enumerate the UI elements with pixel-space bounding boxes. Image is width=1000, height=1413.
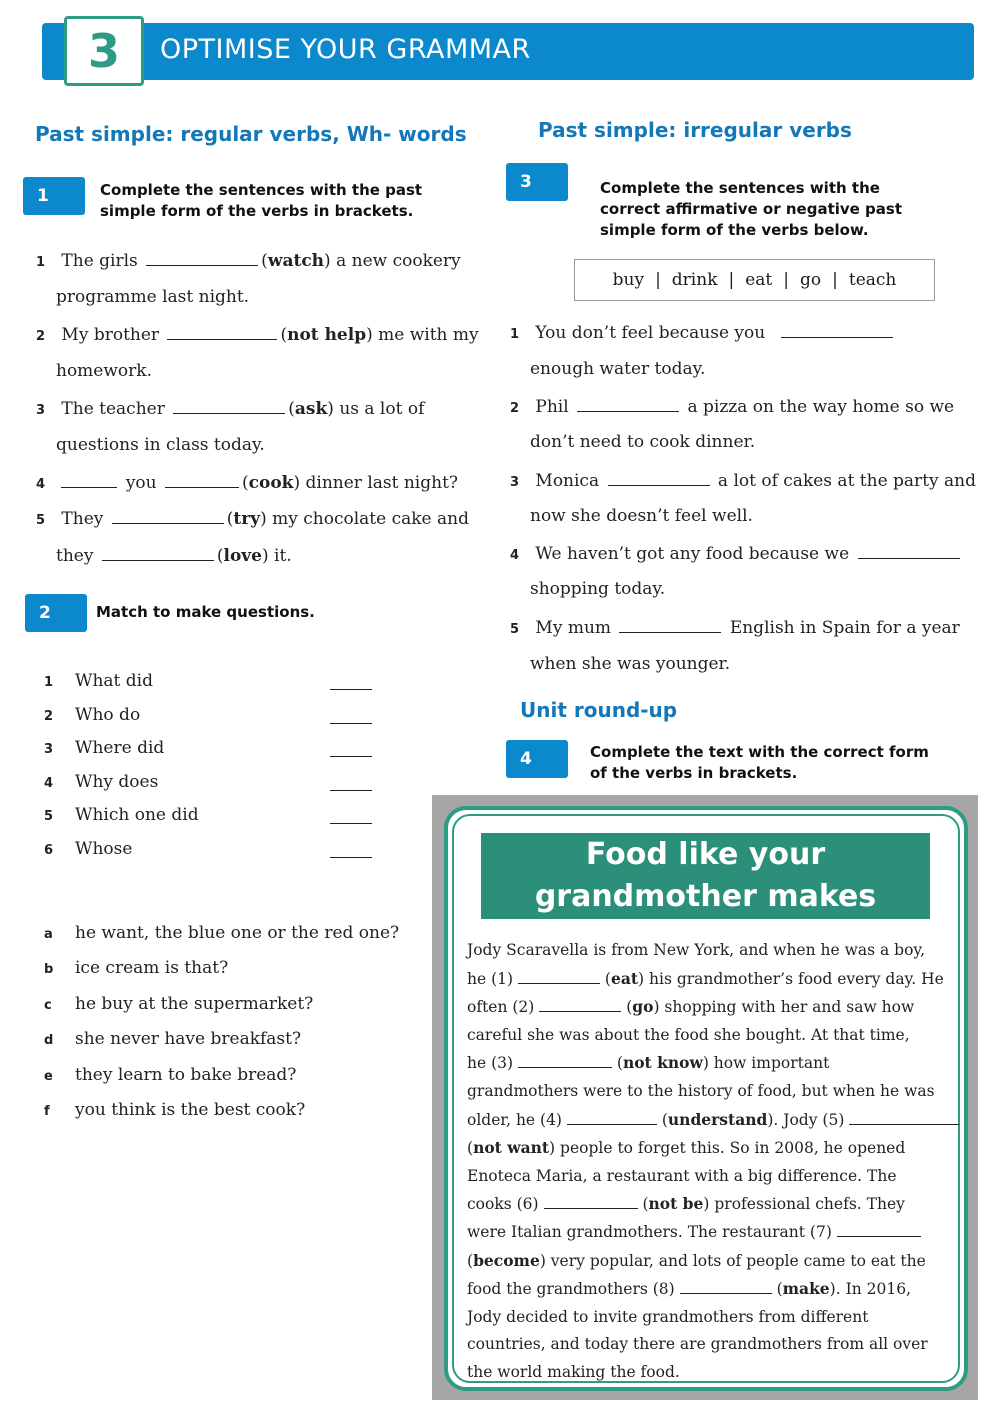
answer-blank[interactable]: [165, 472, 239, 488]
item-text: English in Spain for a year: [729, 618, 960, 638]
item-text: a pizza on the way home so we: [687, 397, 955, 417]
exercise-4-badge: 4: [506, 740, 568, 778]
match-question-item: [44, 738, 164, 760]
article-line: cooks (6) (not be) professional chefs. They: [467, 1194, 905, 1214]
item-text: dinner last night?: [305, 473, 459, 493]
item-text: They: [61, 509, 104, 529]
item-text: We haven’t got any food because we: [535, 544, 850, 564]
item-text: you: [125, 473, 157, 493]
article-verb-cue: not be: [648, 1194, 704, 1214]
article-verb-cue: understand: [667, 1109, 768, 1129]
ex3-item-2-line2: don’t need to cook dinner.: [530, 432, 756, 452]
answer-blank[interactable]: [167, 324, 277, 340]
article-text-span: Jody Scaravella is from New York, and when he was a boy,: [467, 941, 926, 959]
match-question-item: [44, 805, 199, 827]
article-verb-cue: make: [782, 1279, 830, 1299]
ex3-item-4-line2: shopping today.: [530, 579, 666, 599]
item-number: 3: [36, 403, 46, 418]
article-text-span: Jody decided to invite grandmothers from different: [467, 1307, 869, 1326]
verb-option: go: [800, 270, 822, 290]
ex3-item-5-line2: when she was younger.: [530, 654, 731, 674]
item-text: a lot of cakes at the party and: [717, 471, 976, 491]
article-line: he (3) (not know) how important: [467, 1053, 830, 1073]
article-line: he (1) (eat) his grandmother’s food every day. He: [467, 968, 944, 988]
item-text: it.: [274, 546, 292, 566]
item-text: he want, the blue one or the red one?: [75, 923, 400, 943]
match-answer-blank[interactable]: [330, 844, 372, 858]
article-line: older, he (4) (understand). Jody (5): [467, 1106, 945, 1135]
article-line: [467, 937, 945, 965]
match-answer-item: [44, 1100, 305, 1122]
item-text: they learn to bake bread?: [75, 1064, 297, 1085]
page-title: OPTIMISE YOUR GRAMMAR: [160, 34, 531, 65]
verb-cue: love: [223, 546, 262, 566]
item-number: 4: [36, 477, 46, 492]
article-answer-blank[interactable]: [544, 1195, 638, 1209]
match-answer-blank[interactable]: [330, 710, 372, 724]
exercise-2-instruction: Match to make questions.: [96, 603, 315, 621]
article-answer-blank[interactable]: [539, 998, 621, 1012]
article-verb-cue: not want: [473, 1138, 550, 1158]
item-text: Who do: [75, 704, 141, 725]
ex3-item-5: [510, 617, 960, 640]
item-number: 1: [510, 327, 520, 342]
item-number: 5: [36, 513, 46, 528]
match-question-item: [44, 705, 140, 727]
item-text: Whose: [75, 839, 133, 859]
section-title-unit-round-up: Unit round-up: [520, 698, 678, 722]
answer-blank[interactable]: [608, 470, 710, 486]
article-line: [467, 1163, 945, 1191]
article-line: often (2) (go) shopping with her and saw how: [467, 997, 915, 1017]
exercise-3-badge: 3: [506, 163, 568, 201]
article-text-span: were Italian grandmothers. The restaurant (7): [467, 1222, 837, 1241]
match-answer-blank[interactable]: [330, 743, 372, 757]
match-answer-item: [44, 1029, 301, 1051]
article-text-span: people to forget this. So in 2008, he opened: [555, 1139, 906, 1158]
article-answer-blank[interactable]: [567, 1111, 657, 1125]
article-verb-cue: eat: [610, 968, 639, 988]
article-line: [467, 1359, 945, 1387]
article-line: (become) very popular, and lots of people came to eat the: [467, 1250, 926, 1270]
item-number: 2: [36, 329, 46, 344]
article-title: [481, 833, 930, 919]
item-letter: b: [44, 962, 54, 978]
article-line: [467, 1219, 945, 1247]
match-question-item: [44, 839, 132, 861]
ex1-item-5-line2: they (love) it.: [56, 546, 292, 566]
item-number: 4: [44, 775, 54, 791]
article-text-span: he (3): [467, 1054, 518, 1073]
exercise-1-badge: 1: [23, 177, 85, 215]
ex3-item-3: [510, 470, 976, 493]
item-number: 3: [44, 742, 54, 758]
article-text-span: the world making the food.: [467, 1362, 680, 1381]
answer-blank[interactable]: [577, 396, 679, 412]
article-title-line-2: grandmother makes: [534, 879, 877, 914]
article-text-span: professional chefs. They: [709, 1195, 905, 1214]
article-text-span: Enoteca Maria, a restaurant with a big difference. The: [467, 1166, 897, 1185]
verb-box: [574, 259, 935, 301]
verb-cue: watch: [267, 251, 325, 271]
article-text-span: very popular, and lots of people came to eat the: [545, 1251, 926, 1270]
item-text: My brother: [61, 325, 160, 345]
item-text: Phil: [535, 397, 569, 417]
match-answer-blank[interactable]: [330, 810, 372, 824]
answer-blank[interactable]: [112, 508, 224, 524]
ex3-item-3-line2: now she doesn’t feel well.: [530, 506, 753, 526]
ex1-item-2-line2: homework.: [56, 361, 152, 381]
verb-cue: cook: [248, 473, 294, 493]
ex3-item-1-line2: enough water today.: [530, 359, 706, 379]
unit-number-badge: 3: [64, 16, 144, 86]
match-answer-item: [44, 1065, 296, 1087]
item-number: 4: [510, 548, 520, 563]
section-title-regular-verbs: Past simple: regular verbs, Wh- words: [35, 122, 467, 146]
ex1-item-5: 5 They (try) my chocolate cake and: [36, 509, 469, 529]
divider: |: [832, 270, 838, 290]
item-number: 5: [510, 622, 520, 637]
verb-option: buy: [612, 270, 645, 290]
ex1-item-4: 4 you (cook) dinner last night?: [36, 473, 459, 493]
item-text: my chocolate cake and: [272, 509, 469, 529]
match-answer-item: [44, 958, 228, 980]
section-title-irregular-verbs: Past simple: irregular verbs: [538, 118, 852, 142]
answer-blank[interactable]: [781, 322, 893, 338]
verb-cue: try: [233, 509, 261, 529]
article-text-span: . In 2016,: [835, 1280, 911, 1299]
item-letter: d: [44, 1033, 54, 1049]
item-number: 3: [510, 475, 520, 490]
article-line: [467, 1331, 945, 1359]
exercise-2-badge: 2: [25, 594, 87, 632]
article-answer-blank[interactable]: [518, 1054, 612, 1068]
article-verb-cue: go: [632, 997, 654, 1017]
article-text-span: his grandmother’s food every day. He: [644, 969, 944, 988]
item-text: me with my: [378, 325, 479, 345]
article-answer-blank[interactable]: [849, 1111, 959, 1125]
article-text-span: he (1): [467, 969, 518, 988]
article-answer-blank[interactable]: [837, 1223, 921, 1237]
item-number: 1: [44, 675, 54, 690]
answer-blank[interactable]: [619, 617, 721, 633]
item-letter: f: [44, 1104, 50, 1119]
article-line: [467, 1304, 945, 1332]
article-text-span: often (2): [467, 998, 540, 1017]
verb-option: eat: [745, 270, 773, 290]
match-answer-item: [44, 923, 399, 945]
item-text: Why does: [75, 771, 159, 792]
verb-cue: ask: [294, 399, 328, 419]
article-text-span: ). Jody (5): [767, 1110, 850, 1129]
match-question-item: [44, 671, 153, 693]
exercise-3-instruction: Complete the sentences with the correct affirmative or negative past simple form of the verbs below.: [600, 179, 903, 239]
item-text: My mum: [535, 618, 612, 638]
ex3-item-1: [510, 322, 896, 345]
article-answer-blank[interactable]: [518, 970, 600, 984]
article-line: [467, 1078, 945, 1106]
article-text-span: how important: [708, 1054, 830, 1073]
item-letter: c: [44, 997, 52, 1013]
item-text: a new cookery: [336, 251, 461, 271]
article-verb-cue: not know: [622, 1053, 703, 1073]
ex3-item-4: [510, 543, 963, 566]
item-letter: a: [44, 927, 53, 942]
article-text-span: grandmothers were to the history of food, but when he was: [467, 1081, 935, 1100]
ex1-item-1: 1 The girls (watch) a new cookery: [36, 251, 461, 271]
item-text: The teacher: [61, 399, 165, 419]
answer-blank[interactable]: [102, 545, 214, 561]
item-number: 2: [44, 708, 54, 724]
match-question-item: [44, 772, 158, 794]
answer-blank[interactable]: [61, 472, 117, 488]
match-answer-blank[interactable]: [330, 777, 372, 791]
item-text: Which one did: [75, 805, 199, 826]
divider: |: [783, 270, 789, 290]
item-text: he buy at the supermarket?: [75, 993, 314, 1014]
match-answer-item: [44, 994, 313, 1016]
item-letter: e: [44, 1068, 53, 1084]
item-text: ice cream is that?: [75, 958, 229, 979]
verb-cue: not help: [287, 325, 367, 345]
item-text: you think is the best cook?: [75, 1100, 306, 1120]
divider: |: [728, 270, 735, 290]
item-text: she never have breakfast?: [75, 1029, 302, 1050]
item-number: 6: [44, 843, 54, 858]
answer-blank[interactable]: [858, 543, 960, 559]
item-text: they: [56, 546, 94, 566]
article-body: [467, 937, 945, 1387]
exercise-4-instruction: Complete the text with the correct form of the verbs in brackets.: [590, 743, 929, 782]
answer-blank[interactable]: [173, 398, 285, 414]
ex1-item-2: 2 My brother (not help) me with my: [36, 325, 479, 345]
article-text-span: cooks (6): [467, 1195, 544, 1214]
article-answer-blank[interactable]: [680, 1280, 772, 1294]
article-text-span: careful she was about the food she bought. At that time,: [467, 1025, 910, 1044]
ex1-item-3: 3 The teacher (ask) us a lot of: [36, 399, 425, 419]
article-text-span: shopping with her and saw how: [659, 998, 915, 1017]
divider: |: [655, 270, 661, 290]
ex1-item-1-line2: programme last night.: [56, 287, 250, 307]
match-answer-blank[interactable]: [330, 676, 372, 690]
item-number: 5: [44, 809, 54, 825]
exercise-1-instruction: Complete the sentences with the past simple form of the verbs in brackets.: [100, 181, 423, 220]
article-verb-cue: become: [473, 1250, 540, 1270]
item-text: Where did: [75, 738, 165, 759]
item-text: The girls: [61, 251, 138, 271]
item-number: 1: [36, 255, 46, 270]
article-text-span: older, he (4): [467, 1110, 567, 1129]
item-text: Monica: [535, 471, 600, 491]
item-text: What did: [75, 671, 153, 691]
verb-option: teach: [848, 270, 897, 290]
article-line: [467, 1022, 945, 1050]
article-text-span: countries, and today there are grandmothers from all over: [467, 1335, 928, 1354]
item-text: You don’t feel because you: [535, 323, 766, 343]
verb-option: drink: [671, 270, 718, 290]
ex3-item-2: [510, 396, 954, 419]
article-line: food the grandmothers (8) (make). In 2016,: [467, 1279, 911, 1299]
ex1-item-3-line2: questions in class today.: [56, 435, 265, 455]
article-title-line-1: Food like your: [585, 837, 826, 872]
answer-blank[interactable]: [146, 250, 258, 266]
article-line: (not want) people to forget this. So in 2008, he opened: [467, 1138, 906, 1158]
item-number: 2: [510, 401, 520, 416]
item-text: us a lot of: [339, 399, 425, 419]
article-text-span: food the grandmothers (8): [467, 1280, 680, 1299]
